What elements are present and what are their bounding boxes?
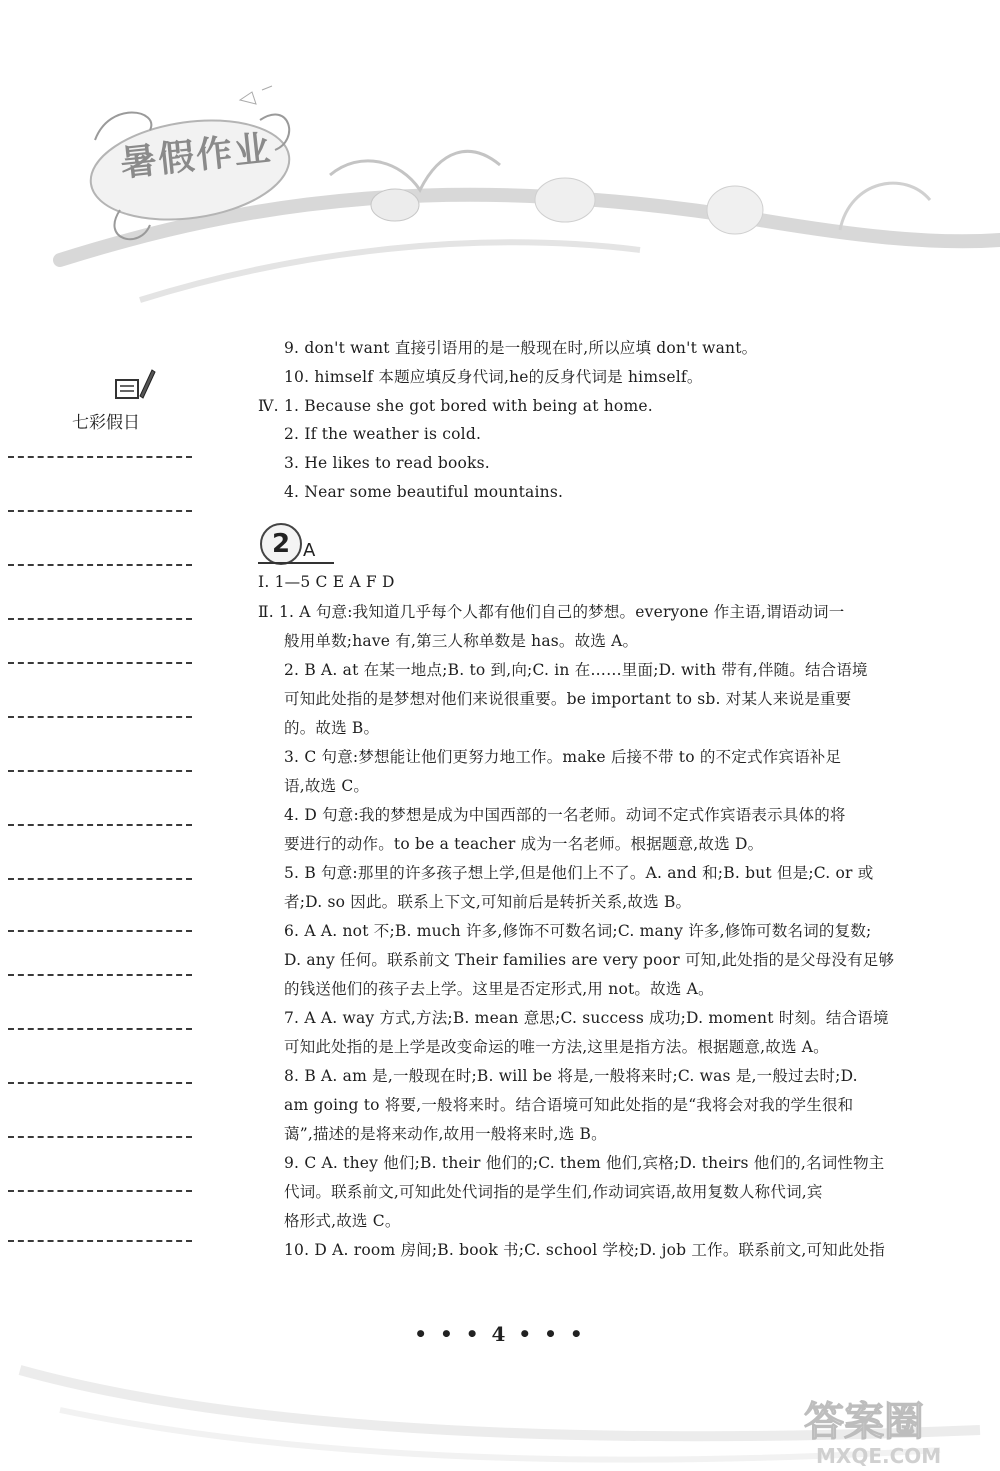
answer-line: 9. C A. they 他们;B. their 他们的;C. them 他们,宾格;D. theirs 他们的,名词性物主 bbox=[284, 1154, 885, 1172]
answer-line: 4. Near some beautiful mountains. bbox=[284, 483, 564, 501]
sidebar-label: 七彩假日 bbox=[72, 413, 140, 433]
note-line bbox=[8, 878, 192, 880]
answer-line: 3. C 句意:梦想能让他们更努力地工作。make 后接不带 to 的不定式作宾语补足 bbox=[284, 748, 842, 766]
answer-line: 8. B A. am 是,一般现在时;B. will be 将是,一般将来时;C. was 是,一般过去时;D. bbox=[284, 1067, 858, 1085]
answer-line: 10. himself 本题应填反身代词,he的反身代词是 himself。 bbox=[284, 368, 703, 386]
note-line bbox=[8, 716, 192, 718]
section-letter: A bbox=[303, 540, 316, 561]
note-line bbox=[8, 824, 192, 826]
answer-line: 可知此处指的是上学是改变命运的唯一方法,这里是指方法。根据题意,故选 A。 bbox=[284, 1038, 829, 1056]
answer-line: 7. A A. way 方式,方法;B. mean 意思;C. success 成功;D. moment 时刻。结合语境 bbox=[284, 1009, 889, 1027]
answer-line: D. any 任何。联系前文 Their families are very poor 可知,此处指的是父母没有足够 bbox=[284, 951, 895, 969]
answer-line: 可知此处指的是梦想对他们来说很重要。be important to sb. 对某人来说是重要 bbox=[284, 690, 852, 708]
answer-line: 般用单数;have 有,第三人称单数是 has。故选 A。 bbox=[284, 632, 639, 650]
answer-line: 者;D. so 因此。联系上下文,可知前后是转折关系,故选 B。 bbox=[284, 893, 692, 911]
answer-line: 10. D A. room 房间;B. book 书;C. school 学校;D. job 工作。联系前文,可知此处指 bbox=[284, 1241, 885, 1259]
answer-line: Ⅱ. 1. A 句意:我知道几乎每个人都有他们自己的梦想。everyone 作主语,谓语动词一 bbox=[258, 603, 845, 621]
note-line bbox=[8, 1082, 192, 1084]
answer-line: 格形式,故选 C。 bbox=[284, 1212, 401, 1230]
svg-text:MXQE.COM: MXQE.COM bbox=[816, 1444, 942, 1467]
note-line bbox=[8, 510, 192, 512]
answer-line: 2. If the weather is cold. bbox=[284, 425, 482, 443]
answer-line: 的钱送他们的孩子去上学。这里是否定形式,用 not。故选 A。 bbox=[284, 980, 714, 998]
answer-line: am going to 将要,一般将来时。结合语境可知此处指的是“我将会对我的学生很和 bbox=[284, 1096, 854, 1114]
answer-line: 4. D 句意:我的梦想是成为中国西部的一名老师。动词不定式作宾语表示具体的将 bbox=[284, 806, 846, 824]
watermark-logo bbox=[800, 1395, 994, 1467]
note-line bbox=[8, 1240, 192, 1242]
note-line bbox=[8, 974, 192, 976]
svg-text:答案圈: 答案圈 bbox=[804, 1399, 924, 1445]
notebook-pencil-icon bbox=[112, 366, 156, 406]
section-number-badge: 2 bbox=[260, 523, 302, 565]
note-line bbox=[8, 662, 192, 664]
answer-line: 蔼”,描述的是将来动作,故用一般将来时,选 B。 bbox=[284, 1125, 607, 1143]
answer-line: Ⅰ. 1—5 C E A F D bbox=[258, 573, 395, 591]
section-underline bbox=[258, 562, 334, 564]
note-line bbox=[8, 1136, 192, 1138]
answer-line: 6. A A. not 不;B. much 许多,修饰不可数名词;C. many 许多,修饰可数名词的复数; bbox=[284, 922, 872, 940]
page-number: • • • 4 • • • bbox=[414, 1322, 586, 1346]
note-line bbox=[8, 770, 192, 772]
answer-line: 5. B 句意:那里的许多孩子想上学,但是他们上不了。A. and 和;B. but 但是;C. or 或 bbox=[284, 864, 874, 882]
answer-line: 语,故选 C。 bbox=[284, 777, 370, 795]
note-line bbox=[8, 1028, 192, 1030]
note-line bbox=[8, 618, 192, 620]
answer-line: 2. B A. at 在某一地点;B. to 到,向;C. in 在……里面;D. with 带有,伴随。结合语境 bbox=[284, 661, 868, 679]
answer-line: 9. don't want 直接引语用的是一般现在时,所以应填 don't want。 bbox=[284, 339, 758, 357]
note-line bbox=[8, 564, 192, 566]
header-title: 暑假作业 bbox=[118, 128, 275, 185]
note-line bbox=[8, 1190, 192, 1192]
answer-line: 的。故选 B。 bbox=[284, 719, 380, 737]
answer-line: 代词。联系前文,可知此处代词指的是学生们,作动词宾语,故用复数人称代词,宾 bbox=[284, 1183, 823, 1201]
answer-line: 要进行的动作。to be a teacher 成为一名老师。根据题意,故选 D。 bbox=[284, 835, 764, 853]
note-line bbox=[8, 456, 192, 458]
note-line bbox=[8, 930, 192, 932]
answer-line: Ⅳ. 1. Because she got bored with being at home. bbox=[258, 397, 653, 415]
answer-line: 3. He likes to read books. bbox=[284, 454, 490, 472]
